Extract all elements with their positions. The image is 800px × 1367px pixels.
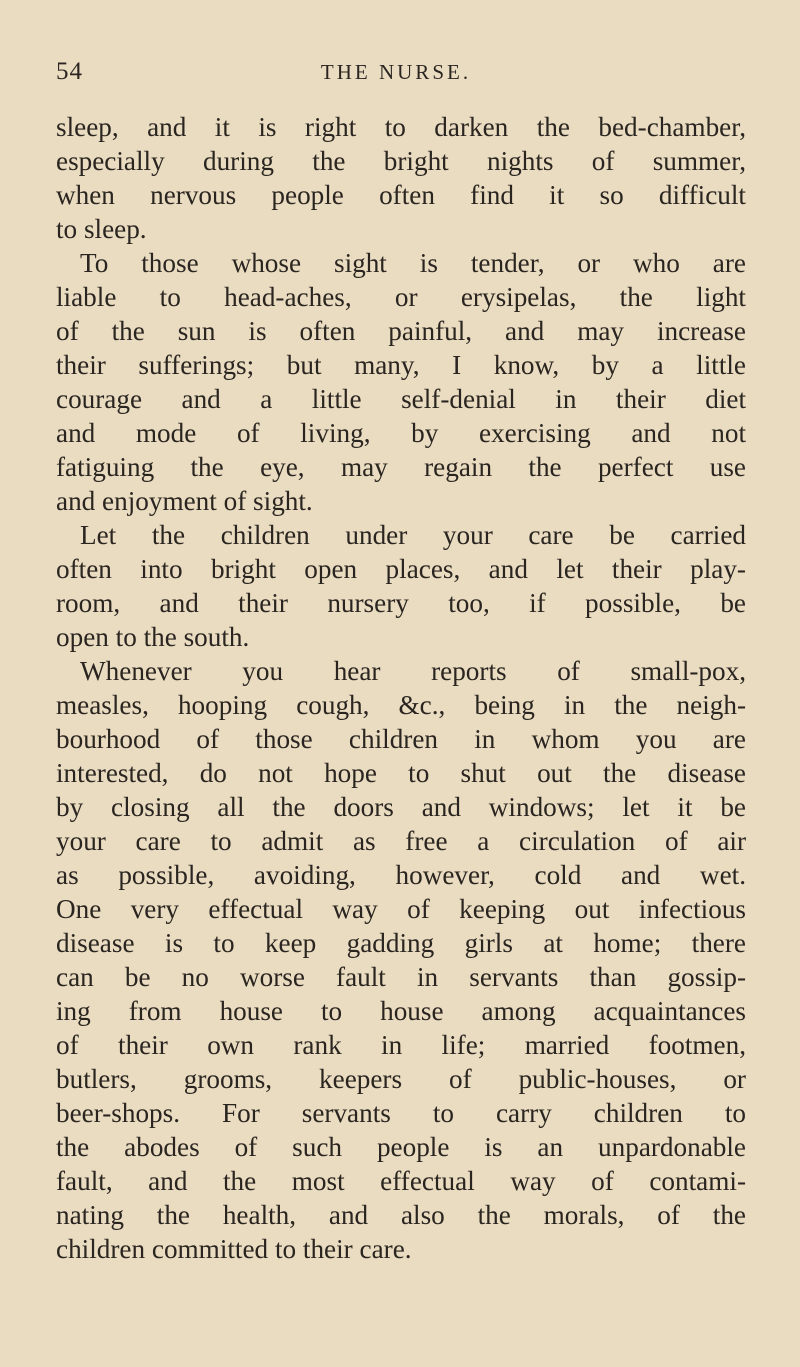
text-line: Whenever you hear reports of small-pox, <box>80 656 746 686</box>
text-line: open to the south. <box>56 622 250 652</box>
text-line: especially during the bright nights of summer, <box>56 146 746 176</box>
text-line: disease is to keep gadding girls at home; there <box>56 928 746 958</box>
text-line: and mode of living, by exercising and not <box>56 418 746 448</box>
text-line: bourhood of those children in whom you are <box>56 724 746 754</box>
text-line: can be no worse fault in servants than gossip- <box>56 962 746 992</box>
text-line: room, and their nursery too, if possible, be <box>56 588 746 618</box>
text-line: your care to admit as free a circulation of air <box>56 826 746 856</box>
text-line: their sufferings; but many, I know, by a little <box>56 350 746 380</box>
text-line: butlers, grooms, keepers of public-houses, or <box>56 1064 746 1094</box>
text-line: sleep, and it is right to darken the bed-chamber, <box>56 112 746 142</box>
running-head <box>56 58 736 92</box>
text-line: to sleep. <box>56 214 147 244</box>
text-line: when nervous people often find it so difficult <box>56 180 746 210</box>
text-line: liable to head-aches, or erysipelas, the light <box>56 282 746 312</box>
body-text <box>56 110 746 1266</box>
text-line: fault, and the most effectual way of contami- <box>56 1166 746 1196</box>
text-line: interested, do not hope to shut out the disease <box>56 758 746 788</box>
page-number: 54 <box>56 58 83 85</box>
text-line: of the sun is often painful, and may increase <box>56 316 746 346</box>
text-line: One very effectual way of keeping out infectious <box>56 894 746 924</box>
text-line: Let the children under your care be carried <box>80 520 746 550</box>
text-line: children committed to their care. <box>56 1234 412 1264</box>
text-line: ing from house to house among acquaintances <box>56 996 746 1026</box>
text-line: measles, hooping cough, &c., being in the neigh- <box>56 690 746 720</box>
text-line: of their own rank in life; married footmen, <box>56 1030 746 1060</box>
text-line: To those whose sight is tender, or who are <box>80 248 746 278</box>
text-line: often into bright open places, and let their play- <box>56 554 746 584</box>
text-line: by closing all the doors and windows; let it be <box>56 792 746 822</box>
text-line: nating the health, and also the morals, of the <box>56 1200 746 1230</box>
text-line: and enjoyment of sight. <box>56 486 313 516</box>
text-line: the abodes of such people is an unpardonable <box>56 1132 746 1162</box>
text-line: beer-shops. For servants to carry children to <box>56 1098 746 1128</box>
text-line: courage and a little self-denial in their diet <box>56 384 746 414</box>
text-line: fatiguing the eye, may regain the perfect use <box>56 452 746 482</box>
text-line: as possible, avoiding, however, cold and wet. <box>56 860 746 890</box>
page-header-title: THE NURSE. <box>320 60 472 84</box>
